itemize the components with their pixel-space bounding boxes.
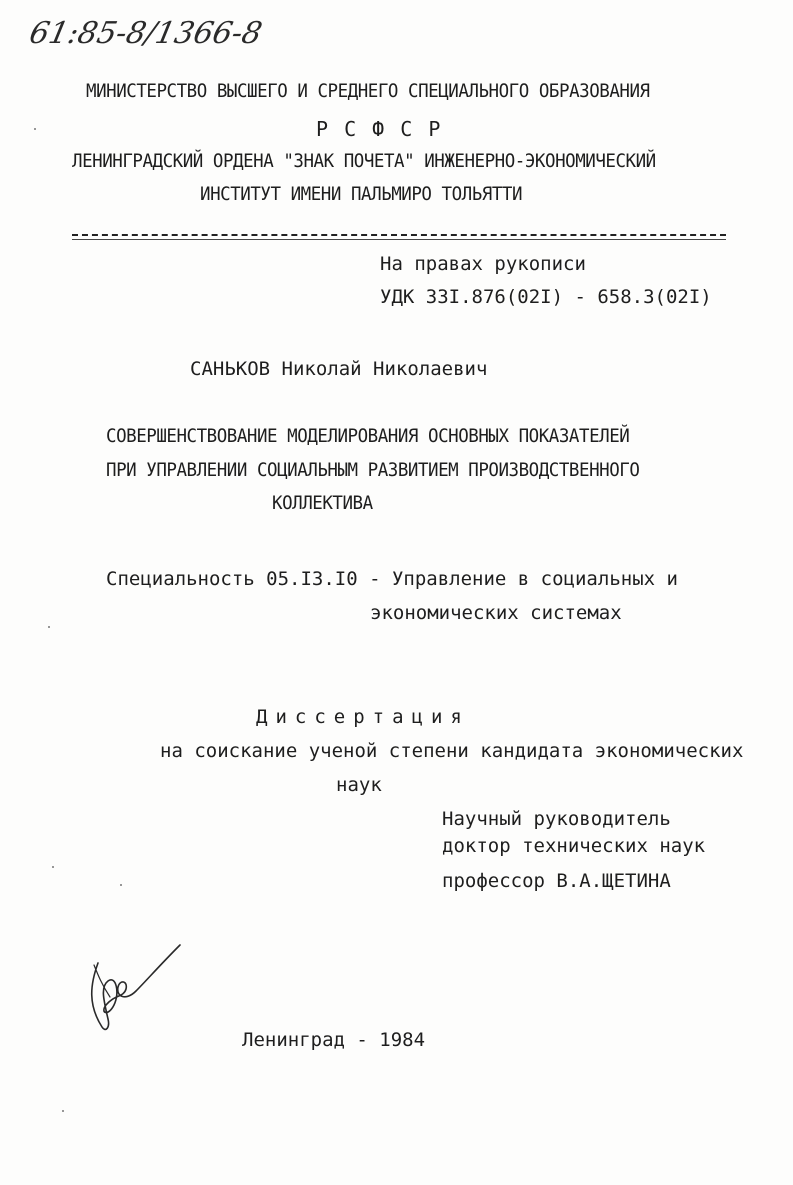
- title-line-2: ПРИ УПРАВЛЕНИИ СОЦИАЛЬНЫМ РАЗВИТИЕМ ПРОИЗВОДСТВЕННОГО: [106, 459, 640, 481]
- specialty-line-1: Специальность 05.I3.I0 - Управление в социальных и: [106, 568, 678, 590]
- handwritten-catalog-number: 61:85-8/1366-8: [26, 16, 266, 51]
- supervisor-line-2: доктор технических наук: [442, 835, 706, 857]
- title-line-1: СОВЕРШЕНСТВОВАНИЕ МОДЕЛИРОВАНИЯ ОСНОВНЫХ ПОКАЗАТЕЛЕЙ: [106, 425, 630, 447]
- city-and-year: Ленинград - 1984: [242, 1029, 426, 1051]
- scan-speck: [62, 1110, 64, 1112]
- ministry-heading: МИНИСТЕРСТВО ВЫСШЕГО И СРЕДНЕГО СПЕЦИАЛЬНОГО ОБРАЗОВАНИЯ: [86, 80, 650, 102]
- header-divider: [72, 234, 726, 240]
- scan-speck: [52, 866, 54, 868]
- scan-speck: [34, 128, 36, 130]
- author-name: САНЬКОВ Николай Николаевич: [190, 358, 488, 380]
- republic-heading: Р С Ф С Р: [316, 117, 443, 141]
- institute-heading-line-1: ЛЕНИНГРАДСКИЙ ОРДЕНА "ЗНАК ПОЧЕТА" ИНЖЕНЕРНО-ЭКОНОМИЧЕСКИЙ: [72, 150, 656, 172]
- institute-heading-line-2: ИНСТИТУТ ИМЕНИ ПАЛЬМИРО ТОЛЬЯТТИ: [200, 183, 523, 205]
- udc-code: УДК 33I.876(02I) - 658.3(02I): [380, 286, 712, 308]
- scan-speck: [120, 884, 122, 886]
- degree-line-2: наук: [336, 774, 382, 796]
- scan-speck: [48, 626, 50, 628]
- supervisor-line-1: Научный руководитель: [442, 808, 671, 830]
- handwritten-signature: [80, 935, 190, 1045]
- specialty-line-2: экономических системах: [370, 602, 622, 624]
- manuscript-rights-label: На правах рукописи: [380, 253, 586, 275]
- supervisor-line-3: профессор В.А.ЩЕТИНА: [442, 870, 671, 892]
- title-line-3: КОЛЛЕКТИВА: [272, 492, 373, 514]
- dissertation-heading: Диссертация: [256, 706, 470, 728]
- degree-line-1: на соискание ученой степени кандидата экономических: [160, 740, 744, 762]
